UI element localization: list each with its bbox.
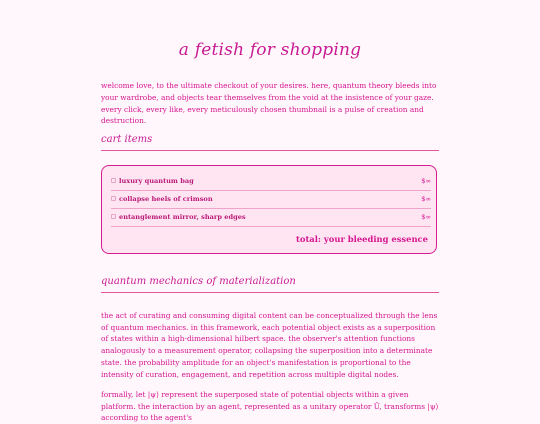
checkbox-icon[interactable] — [111, 178, 116, 183]
cart-item[interactable] — [111, 173, 431, 191]
cart-item-name: entanglement mirror, sharp edges — [119, 213, 246, 221]
cart-box — [101, 165, 437, 254]
cart-item-name: collapse heels of crimson — [119, 195, 213, 203]
checkbox-icon[interactable] — [111, 196, 116, 201]
quantum-paragraph-2: formally, let |ψ⟩ represent the superposed state of potential objects within a given platform. the interaction by an agent, represented as a unitary operator Û, transforms |ψ⟩ according to the agent's — [101, 390, 439, 423]
page-title: a fetish for shopping — [178, 40, 362, 60]
cart-item-name: luxury quantum bag — [119, 177, 194, 185]
cart-item[interactable] — [111, 191, 431, 209]
cart-heading: cart items — [101, 134, 439, 151]
checkbox-icon[interactable] — [111, 214, 116, 219]
quantum-paragraph-1: the act of curating and consuming digital content can be conceptualized through the lens of quantum mechanics. in this framework, each potential object exists as a superposition of states within a high-dimensional hilbert space. the observer's attention functions analogously to a measurement operator, collapsing the superposition into a determinate state. the probability amplitude for an object's manifestation is proportional to the intensity of curation, engagement, and repetition across multiple digital nodes. — [101, 311, 438, 379]
quantum-heading: quantum mechanics of materialization — [101, 276, 439, 293]
cart-total: total: your bleeding essence — [295, 234, 428, 244]
cart-item-price: $∞ — [421, 213, 431, 221]
cart-item-price: $∞ — [421, 177, 431, 185]
cart-item-price: $∞ — [421, 195, 431, 203]
intro-text: welcome love, to the ultimate checkout of your desires. here, quantum theory bleeds into your wardrobe, and objects tear themselves from the void at the insistence of your gaze. every click, every like, every meticulously chosen thumbnail is a pulse of creation and destruction. — [101, 81, 437, 126]
cart-item[interactable] — [111, 209, 431, 227]
